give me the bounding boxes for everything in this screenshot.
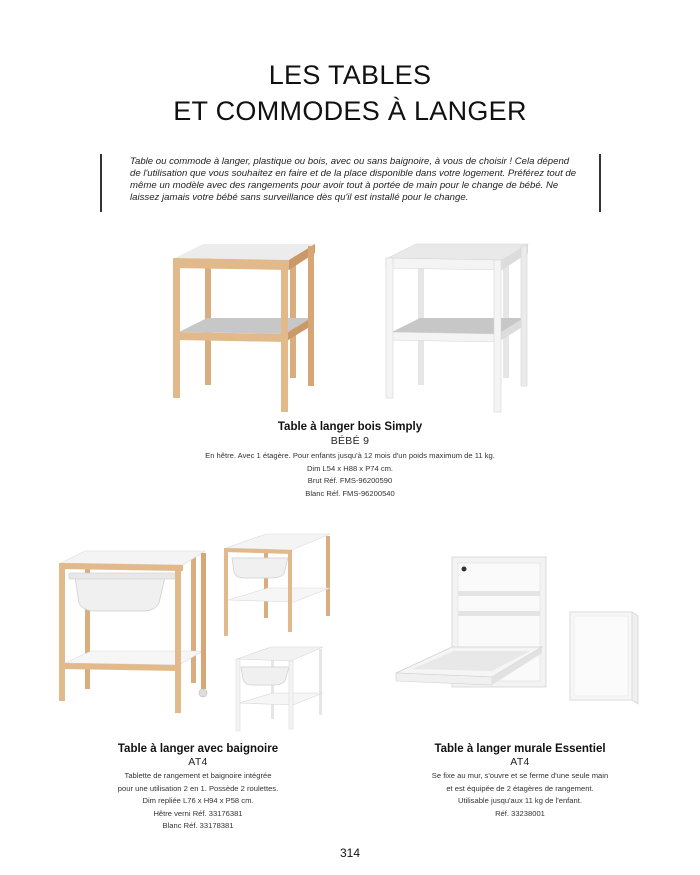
baignoire-table-large-image [55, 545, 215, 715]
desc-line: Réf. 33238001 [495, 808, 545, 818]
baignoire-table-small-wood-image [222, 530, 337, 640]
desc-line: pour une utilisation 2 en 1. Possède 2 roulettes. [117, 783, 279, 793]
product-brand-simply: BÉBÉ 9 [330, 435, 370, 447]
product-brand-baignoire: AT4 [188, 756, 208, 768]
simply-white-table-image [378, 240, 538, 415]
desc-line: Utilisable jusqu'aux 11 kg de l'enfant. [458, 796, 582, 805]
desc-line: Dim L54 x H88 x P74 cm. [306, 463, 394, 473]
product-desc-simply [0, 450, 700, 500]
product-name-baignoire: Table à langer avec baignoire [117, 743, 279, 755]
desc-line: Blanc Réf. FMS-96200540 [305, 488, 395, 498]
murale-table-closed-image [566, 608, 641, 708]
intro-right-rule [599, 154, 601, 212]
intro-paragraph: Table ou commode à langer, plastique ou bois, avec ou sans baignoire, à vous de choisir ! Cela dépend de l'utilisation que vous souhaitez en faire et de la place disponible dans votre logement. Préférez tout de même un modèle avec des rangements pour avoir tout à portée de main pour le change de bébé. Ne laissez jamais votre bébé sans surveillance dès qu'il est installé pour le change. [130, 156, 577, 203]
product-name-murale: Table à langer murale Essentiel [434, 743, 606, 755]
murale-table-open-image [392, 553, 552, 703]
product-desc-baignoire [82, 770, 314, 833]
intro-left-rule [100, 154, 102, 212]
baignoire-table-small-white-image [233, 643, 328, 733]
page-title-line-1: LES TABLES [268, 60, 432, 90]
desc-line: Blanc Réf. 33178381 [162, 821, 234, 830]
desc-line: Se fixe au mur, s'ouvre et se ferme d'une seule main [431, 771, 609, 780]
desc-line: et est équipée de 2 étagères de rangement. [446, 783, 594, 793]
product-name-simply: Table à langer bois Simply [277, 421, 423, 433]
page-number: 314 [339, 846, 361, 860]
desc-line: Hêtre verni Réf. 33176381 [153, 808, 243, 818]
desc-line: Dim repliée L76 x H94 x P58 cm. [142, 796, 254, 805]
desc-line: Tablette de rangement et baignoire intégrée [124, 771, 272, 780]
desc-line: En hêtre. Avec 1 étagère. Pour enfants jusqu'à 12 mois d'un poids maximum de 11 kg. [205, 451, 495, 460]
desc-line: Brut Réf. FMS-96200590 [307, 476, 393, 485]
simply-wood-table-image [165, 240, 325, 415]
product-brand-murale: AT4 [510, 756, 530, 768]
product-desc-murale [380, 770, 660, 820]
page-title-line-2: ET COMMODES À LANGER [173, 96, 527, 126]
